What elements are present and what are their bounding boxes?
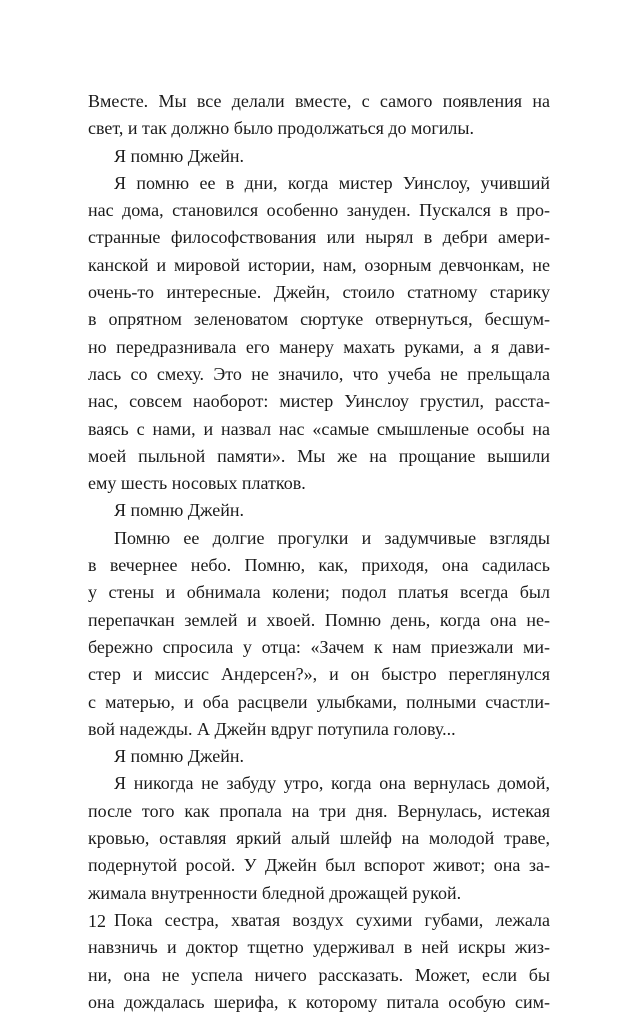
text-line: канской и мировой истории, нам, озорным девчонкам, не	[88, 254, 550, 275]
text-line: она дождалась шерифа, к которому питала особую сим-	[88, 991, 550, 1012]
text-line: очень-то интересные. Джейн, стоило статному старику	[88, 282, 550, 303]
body-text	[88, 88, 550, 1016]
text-line: перепачкан землей и хвоей. Помню день, когда она не-	[88, 609, 550, 630]
text-line: ему шесть носовых платков.	[88, 473, 306, 494]
text-line: лась со смеху. Это не значило, что учеба не прельщала	[88, 363, 550, 384]
text-line: нас дома, становился особенно зануден. Пускался в про-	[88, 200, 550, 221]
text-line: Вместе. Мы все делали вместе, с самого появления на	[88, 91, 550, 111]
page-number: 12	[88, 911, 106, 931]
text-line: Я помню Джейн.	[114, 500, 244, 521]
text-line: бережно спросила у отца: «Зачем к нам приезжали ми-	[88, 636, 550, 657]
text-line: но передразнивала его манеру махать руками, а я дави-	[88, 336, 550, 357]
text-line: Пока сестра, хватая воздух сухими губами, лежала	[114, 909, 550, 930]
text-line: Помню ее долгие прогулки и задумчивые взгляды	[114, 527, 550, 548]
text-line: ни, она не успела ничего рассказать. Может, если бы	[88, 964, 550, 985]
text-line: после того как пропала на три дня. Вернулась, истекая	[88, 800, 550, 821]
text-line: кровью, оставляя яркий алый шлейф на молодой траве,	[88, 828, 550, 849]
text-line: подернутой росой. У Джейн был вспорот живот; она за-	[88, 855, 550, 876]
text-line: моей пыльной памяти». Мы же на прощание вышили	[88, 445, 550, 466]
text-line: ваясь с нами, и назвал нас «самые смышленые особы на	[88, 418, 550, 439]
text-line: нас, совсем наоборот: мистер Уинслоу грустил, расста-	[88, 391, 550, 412]
text-line: навзничь и доктор тщетно удерживал в ней искры жиз-	[88, 937, 550, 958]
text-line: странные философствования или нырял в дебри амери-	[88, 227, 550, 248]
text-line: свет, и так должно было продолжаться до могилы.	[88, 118, 475, 139]
text-line: вой надежды. А Джейн вдруг потупила голову...	[88, 718, 456, 739]
text-line: Я помню Джейн.	[114, 746, 244, 767]
text-line: жимала внутренности бледной дрожащей рукой.	[88, 882, 462, 903]
text-line: у стены и обнимала колени; подол платья всегда был	[88, 582, 550, 603]
text-line: в опрятном зеленоватом сюртуке отвернуться, бесшум-	[88, 309, 550, 330]
text-line: в вечернее небо. Помню, как, приходя, она садилась	[88, 555, 550, 576]
text-line: Я помню Джейн.	[114, 145, 244, 166]
text-line: стер и миссис Андерсен?», и он быстро переглянулся	[88, 664, 550, 685]
text-line: Я никогда не забуду утро, когда она вернулась домой,	[114, 773, 550, 794]
text-line: с матерью, и оба расцвели улыбками, полными счастли-	[88, 691, 550, 712]
text-line: Я помню ее в дни, когда мистер Уинслоу, учивший	[114, 172, 550, 193]
